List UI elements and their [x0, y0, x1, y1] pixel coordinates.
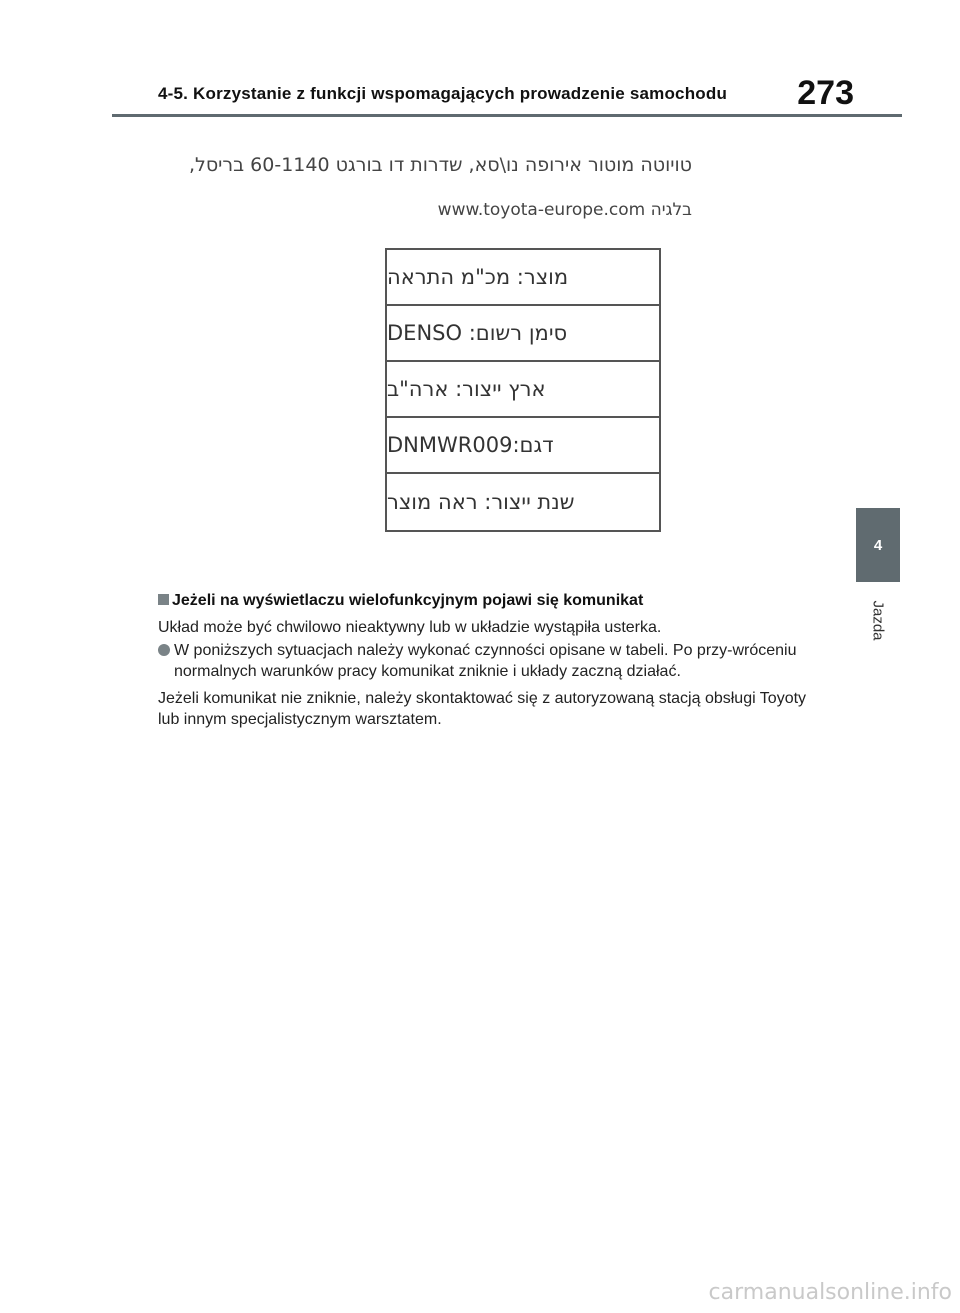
bullet-item [158, 640, 831, 682]
chapter-tab: 4 [856, 508, 900, 582]
label-row-model: דגם:DNMWR009 [387, 418, 659, 474]
label-row-year: שנת ייצור: ראה מוצר [387, 490, 575, 514]
chapter-tab-label [864, 590, 892, 650]
page-number: 273 [797, 74, 854, 112]
section-heading-text: Jeżeli na wyświetlaczu wielofunkcyjnym pojawi się komunikat [172, 592, 644, 609]
label-website-line: www.toyota-europe.com בלגיה [437, 200, 692, 220]
bullet-item-text: W poniższych sytuacjach należy wykonać czynności opisane w tabeli. Po przy-wróceniu normalnych warunków pracy komunikat zniknie i układy zaczną działać. [174, 642, 797, 680]
label-row-product: מוצר: מכ"מ התראה [387, 250, 659, 306]
chapter-tab-label-text: Jazda [869, 599, 887, 641]
label-address-line: טויוטה מוטור אירופה נו\סא, שדרות דו בורגט 60-1140 בריסל, [189, 154, 692, 176]
square-bullet-icon [158, 594, 169, 605]
paragraph-contact: Jeżeli komunikat nie zniknie, należy skontaktować się z autoryzowaną stacją obsługi Toyoty lub innym specjalistycznym warsztatem. [158, 690, 807, 728]
site-watermark: carmanualsonline.info [708, 1280, 952, 1305]
section-heading [158, 592, 643, 610]
label-row-trademark: סימן רשום: DENSO [387, 306, 659, 362]
product-label-image [150, 140, 710, 580]
label-row-country: ארץ ייצור: ארה"ב [387, 362, 659, 418]
product-label-table [385, 248, 661, 532]
header-divider [112, 114, 902, 117]
chapter-title: 4-5. Korzystanie z funkcji wspomagających prowadzenie samochodu [158, 84, 728, 103]
round-bullet-icon [158, 644, 170, 656]
paragraph-status: Układ może być chwilowo nieaktywny lub w układzie wystąpiła usterka. [158, 619, 662, 636]
